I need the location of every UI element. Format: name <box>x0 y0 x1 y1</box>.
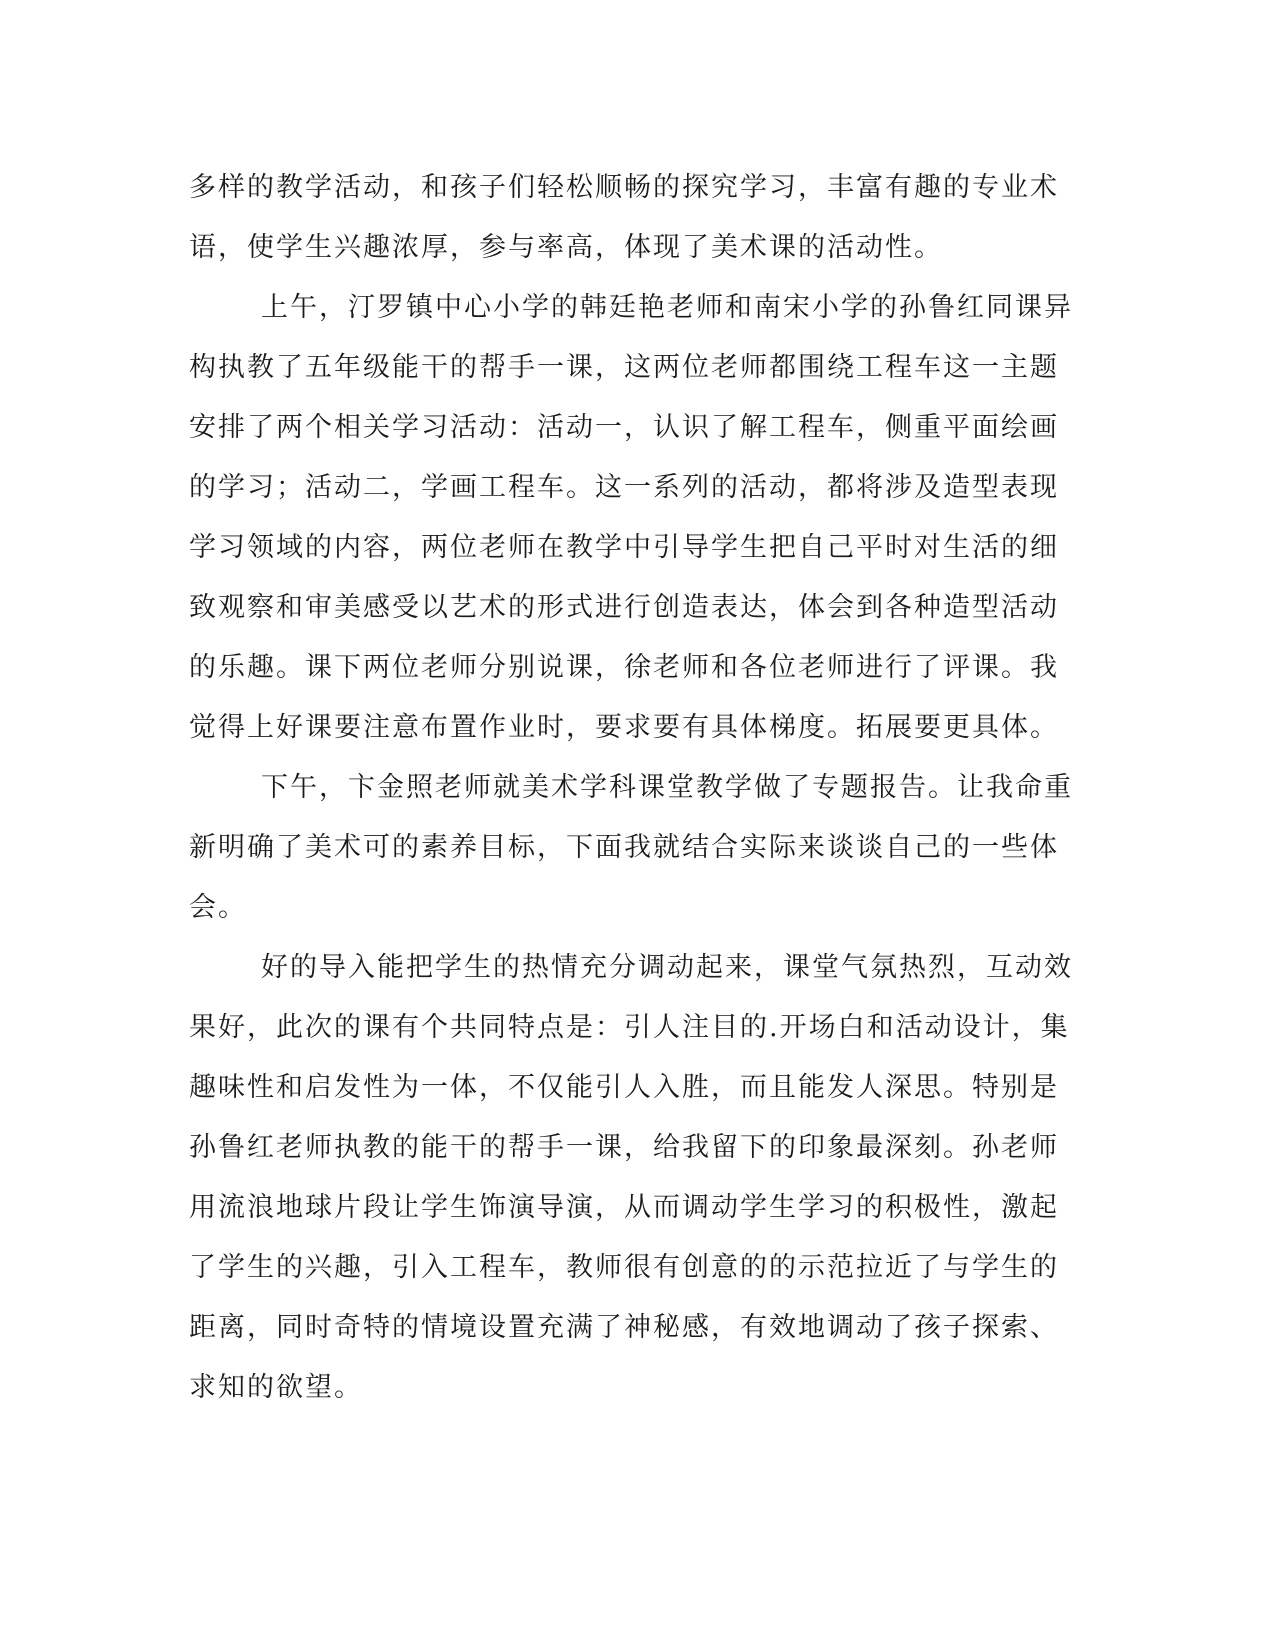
text-line: 多样的教学活动，和孩子们轻松顺畅的探究学习，丰富有趣的专业术 <box>189 172 1059 203</box>
text-line: 好的导入能把学生的热情充分调动起来，课堂气氛热烈，互动效 <box>261 952 1073 983</box>
text-line: 果好，此次的课有个共同特点是：引人注目的.开场白和活动设计，集 <box>189 1012 1070 1043</box>
text-line: 孙鲁红老师执教的能干的帮手一课，给我留下的印象最深刻。孙老师 <box>189 1132 1059 1163</box>
text-line: 了学生的兴趣，引入工程车，教师很有创意的的示范拉近了与学生的 <box>189 1252 1059 1283</box>
text-line: 上午，汀罗镇中心小学的韩廷艳老师和南宋小学的孙鲁红同课异 <box>261 292 1073 323</box>
paragraph-3 <box>189 758 1073 938</box>
text-line: 求知的欲望。 <box>189 1372 363 1403</box>
text-line: 安排了两个相关学习活动：活动一，认识了解工程车，侧重平面绘画 <box>189 412 1059 443</box>
text-line: 会。 <box>189 892 247 923</box>
text-line: 用流浪地球片段让学生饰演导演，从而调动学生学习的积极性，激起 <box>189 1192 1059 1223</box>
text-line: 觉得上好课要注意布置作业时，要求要有具体梯度。拓展要更具体。 <box>189 712 1059 743</box>
text-line: 趣味性和启发性为一体，不仅能引人入胜，而且能发人深思。特别是 <box>189 1072 1059 1103</box>
text-line: 致观察和审美感受以艺术的形式进行创造表达，体会到各种造型活动 <box>189 592 1059 623</box>
paragraph-4 <box>189 938 1073 1418</box>
paragraph-2 <box>189 278 1073 758</box>
text-line: 的学习；活动二，学画工程车。这一系列的活动，都将涉及造型表现 <box>189 472 1059 503</box>
document-body <box>189 158 1073 1418</box>
text-line: 新明确了美术可的素养目标，下面我就结合实际来谈谈自己的一些体 <box>189 832 1059 863</box>
text-line: 学习领域的内容，两位老师在教学中引导学生把自己平时对生活的细 <box>189 532 1059 563</box>
text-line: 的乐趣。课下两位老师分别说课，徐老师和各位老师进行了评课。我 <box>189 652 1059 683</box>
text-line: 下午，卞金照老师就美术学科课堂教学做了专题报告。让我命重 <box>261 772 1073 803</box>
text-line: 构执教了五年级能干的帮手一课，这两位老师都围绕工程车这一主题 <box>189 352 1059 383</box>
text-line: 距离，同时奇特的情境设置充满了神秘感，有效地调动了孩子探索、 <box>189 1312 1059 1343</box>
paragraph-1 <box>189 158 1069 278</box>
text-line: 语，使学生兴趣浓厚，参与率高，体现了美术课的活动性。 <box>189 232 943 263</box>
